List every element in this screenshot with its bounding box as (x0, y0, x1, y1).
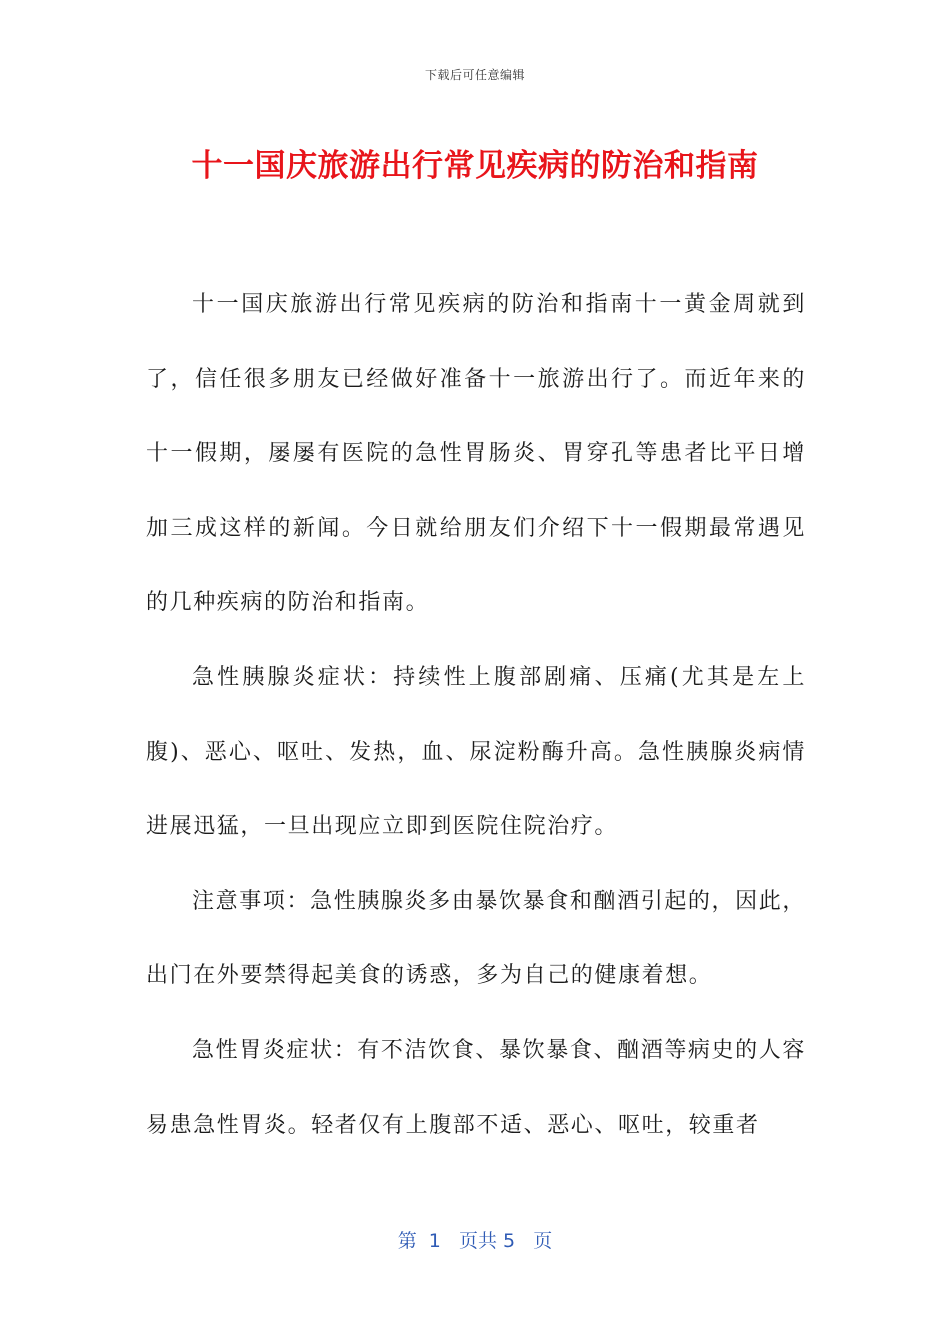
document-title: 十一国庆旅游出行常见疾病的防治和指南 (191, 148, 759, 184)
document-body (146, 268, 806, 1163)
paragraph-gastritis-symptoms: 急性胃炎症状：有不洁饮食、暴饮暴食、酗酒等病史的人容易患急性胃炎。轻者仅有上腹部不适、恶心、呕吐，较重者 (146, 1037, 806, 1138)
paragraph-pancreatitis-symptoms: 急性胰腺炎症状：持续性上腹部剧痛、压痛(尤其是左上腹)、恶心、呕吐、发热，血、尿淀粉酶升高。急性胰腺炎病情进展迅猛，一旦出现应立即到医院住院治疗。 (146, 664, 806, 840)
header-note: 下载后可任意编辑 (424, 68, 525, 82)
paragraph-pancreatitis-notes: 注意事项：急性胰腺炎多由暴饮暴食和酗酒引起的，因此，出门在外要禁得起美食的诱惑，多为自己的健康着想。 (146, 888, 806, 989)
page-number-footer: 第 1 页共 5 页 (397, 1230, 553, 1252)
paragraph-intro: 十一国庆旅游出行常见疾病的防治和指南十一黄金周就到了，信任很多朋友已经做好准备十一旅游出行了。而近年来的十一假期，屡屡有医院的急性胃肠炎、胃穿孔等患者比平日增加三成这样的新闻。今日就给朋友们介绍下十一假期最常遇见的几种疾病的防治和指南。 (146, 292, 806, 616)
